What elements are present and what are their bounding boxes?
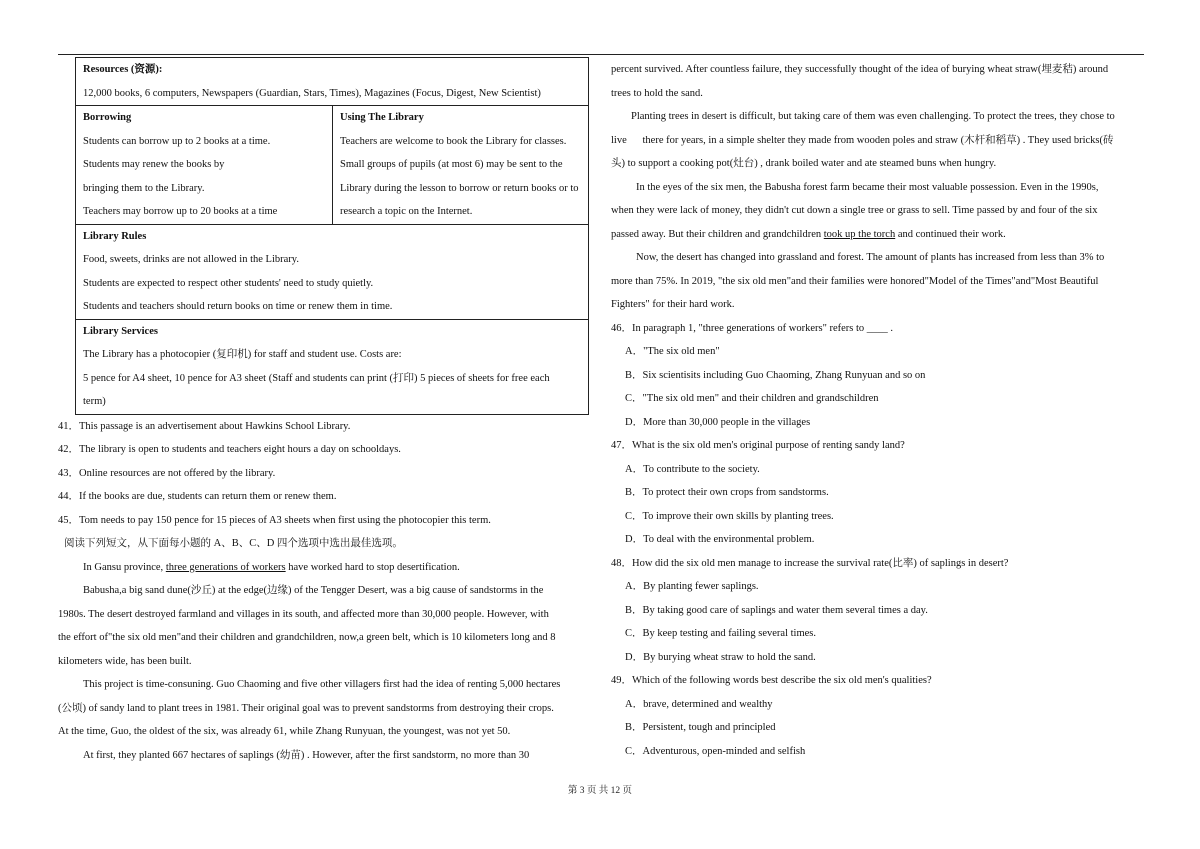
- answer-option[interactable]: A．brave, determined and wealthy: [625, 698, 773, 710]
- answer-option[interactable]: B．To protect their own crops from sandstorms.: [625, 487, 829, 498]
- answer-option[interactable]: D．To deal with the environmental problem.: [625, 534, 815, 545]
- true-false-questions: [58, 415, 592, 533]
- rules-title: Library Rules: [83, 230, 147, 242]
- passage-line: Planting trees in desert is difficult, but taking care of them was even challenging. To protect the trees, they chose to: [631, 111, 1115, 122]
- passage-line: 1980s. The desert destroyed farmland and villages in its south, and affected more than 30,000 people. However, with: [58, 608, 549, 620]
- answer-option[interactable]: C．Adventurous, open-minded and selfish: [625, 745, 806, 757]
- services-row: [76, 319, 588, 414]
- library-info-table: [75, 57, 589, 415]
- services-line: 5 pence for A4 sheet, 10 pence for A3 sheet (Staff and students can print (打印) 5 pieces of sheets for free each: [83, 372, 550, 384]
- using-line: Small groups of pupils (at most 6) may be sent to the: [340, 159, 563, 170]
- passage-text: In Gansu province,: [83, 561, 166, 573]
- answer-option[interactable]: B．Six scientisits including Guo Chaoming, Zhang Runyuan and so on: [625, 369, 926, 381]
- passage-left: [58, 556, 592, 768]
- question-49: [611, 669, 1147, 763]
- using-title: Using The Library: [340, 112, 424, 123]
- passage-line: percent survived. After countless failure, they successfully thought of the idea of burying wheat straw(埋麦秸) around: [611, 64, 1109, 75]
- borrowing-line: bringing them to the Library.: [83, 182, 205, 194]
- answer-option[interactable]: C．By keep testing and failing several times.: [625, 628, 816, 639]
- resources-title: Resources (资源):: [83, 64, 163, 75]
- using-line: Library during the lesson to borrow or return books or to: [340, 182, 579, 194]
- left-column: [58, 57, 592, 767]
- right-column: [611, 58, 1147, 763]
- answer-option[interactable]: A．By planting fewer saplings.: [625, 581, 759, 592]
- question-stem: 48．How did the six old men manage to increase the survival rate(比率) of saplings in desert?: [611, 557, 1009, 569]
- services-line: The Library has a photocopier (复印机) for staff and student use. Costs are:: [83, 349, 402, 360]
- underlined-phrase: three generations of workers: [165, 561, 286, 573]
- answer-option[interactable]: B．By taking good care of saplings and water them several times a day.: [625, 604, 928, 616]
- underlined-phrase: took up the torch: [823, 228, 896, 240]
- passage-text: have worked hard to stop desertification.: [285, 561, 460, 573]
- passage-right: [611, 58, 1147, 317]
- borrowing-line: Students may renew the books by: [83, 159, 225, 170]
- answer-option[interactable]: D．By burying wheat straw to hold the sand.: [625, 651, 816, 663]
- question-stem: 46．In paragraph 1, "three generations of workers" refers to ____ .: [611, 322, 894, 334]
- passage-text: passed away. But their children and grandchildren: [611, 228, 824, 240]
- borrowing-title: Borrowing: [83, 112, 132, 123]
- question-stem: 49．Which of the following words best describe the six old men's qualities?: [611, 675, 932, 686]
- borrowing-cell: [76, 106, 332, 224]
- passage-text: and continued their work.: [895, 228, 1006, 240]
- question-48: [611, 552, 1147, 670]
- tf-question: 43．Online resources are not offered by the library.: [58, 467, 276, 479]
- tf-question: 41．This passage is an advertisement about Hawkins School Library.: [58, 420, 351, 432]
- top-rule: [58, 54, 1144, 55]
- page-number-footer: 第 3 页 共 12 页: [567, 786, 633, 796]
- borrowing-line: Teachers may borrow up to 20 books at a time: [83, 206, 278, 217]
- tf-question: 45．Tom needs to pay 150 pence for 15 pieces of A3 sheets when first using the photocopier this term.: [58, 514, 491, 526]
- passage-line: kilometers wide, has been built.: [58, 655, 192, 667]
- passage-line: (公顷) of sandy land to plant trees in 1981. Their original goal was to prevent sandstorms from destroying their crops.: [58, 702, 554, 714]
- answer-option[interactable]: D．More than 30,000 people in the villages: [625, 416, 811, 428]
- question-46: [611, 317, 1147, 435]
- passage-line: Now, the desert has changed into grassland and forest. The amount of plants has increased from less than 3% to: [636, 252, 1105, 263]
- services-title: Library Services: [83, 325, 158, 337]
- passage-line: This project is time-consuning. Guo Chaoming and five other villagers first had the idea of renting 5,000 hectares: [83, 679, 561, 690]
- answer-option[interactable]: C．To improve their own skills by planting trees.: [625, 510, 834, 522]
- passage-paragraph-1: [58, 556, 592, 580]
- using-line: research a topic on the Internet.: [340, 206, 473, 217]
- borrowing-line: Students can borrow up to 2 books at a time.: [83, 135, 271, 147]
- passage-line: more than 75%. In 2019, "the six old men"and their families were honored"Model of the Times"and"Most Beautiful: [611, 275, 1099, 287]
- tf-question: 44．If the books are due, students can return them or renew them.: [58, 491, 337, 502]
- passage-line: the effort of"the six old men"and their children and grandchildren, now,a green belt, which is 10 kilometers long and 8: [58, 632, 556, 643]
- rules-line: Students are expected to respect other students' need to study quietly.: [83, 277, 374, 289]
- borrowing-using-row: [76, 105, 588, 224]
- tf-question: 42．The library is open to students and teachers eight hours a day on schooldays.: [58, 444, 401, 455]
- passage-line: live there for years, in a simple shelter they made from wooden poles and straw (木杆和稻草) . They used bricks(砖: [611, 134, 1114, 146]
- using-line: Teachers are welcome to book the Library for classes.: [340, 135, 567, 147]
- passage-line: At the time, Guo, the oldest of the six, was already 61, while Zhang Runyuan, the youngest, was not yet 50.: [58, 726, 511, 737]
- passage-line: Babusha,a big sand dune(沙丘) at the edge(边缘) of the Tengger Desert, was a big cause of sandstorms in the: [83, 585, 544, 596]
- answer-option[interactable]: B．Persistent, tough and principled: [625, 722, 776, 733]
- rules-line: Food, sweets, drinks are not allowed in the Library.: [83, 254, 299, 265]
- passage-line: trees to hold the sand.: [611, 87, 703, 99]
- passage-line: when they were lack of money, they didn't cut down a single tree or grass to sell. Time passed by and four of the six: [611, 205, 1098, 216]
- passage-line: Fighters" for their hard work.: [611, 299, 735, 310]
- passage-line: [611, 223, 1147, 247]
- rules-row: [76, 224, 588, 319]
- services-line: term): [83, 396, 106, 407]
- answer-option[interactable]: C．"The six old men" and their children and grandschildren: [625, 393, 879, 404]
- resources-text: 12,000 books, 6 computers, Newspapers (Guardian, Stars, Times), Magazines (Focus, Digest, New Scientist): [83, 87, 541, 99]
- answer-option[interactable]: A．"The six old men": [625, 346, 720, 357]
- question-stem: 47．What is the six old men's original purpose of renting sandy land?: [611, 440, 905, 451]
- passage-line: At first, they planted 667 hectares of saplings (幼苗) . However, after the first sandstorm, no more than 30: [83, 749, 530, 761]
- reading-instruction: 阅读下列短文，从下面每小题的 A、B、C、D 四个选项中选出最佳选项。: [64, 538, 403, 549]
- passage-line: 头) to support a cooking pot(灶台) , drank boiled water and ate steamed buns when hungry.: [611, 158, 997, 169]
- using-cell: [332, 106, 588, 224]
- passage-line: In the eyes of the six men, the Babusha forest farm became their most valuable possession. Even in the 1990s,: [636, 181, 1099, 193]
- question-47: [611, 434, 1147, 552]
- rules-line: Students and teachers should return books on time or renew them in time.: [83, 301, 393, 312]
- answer-option[interactable]: A．To contribute to the society.: [625, 463, 760, 475]
- resources-row: [76, 58, 588, 105]
